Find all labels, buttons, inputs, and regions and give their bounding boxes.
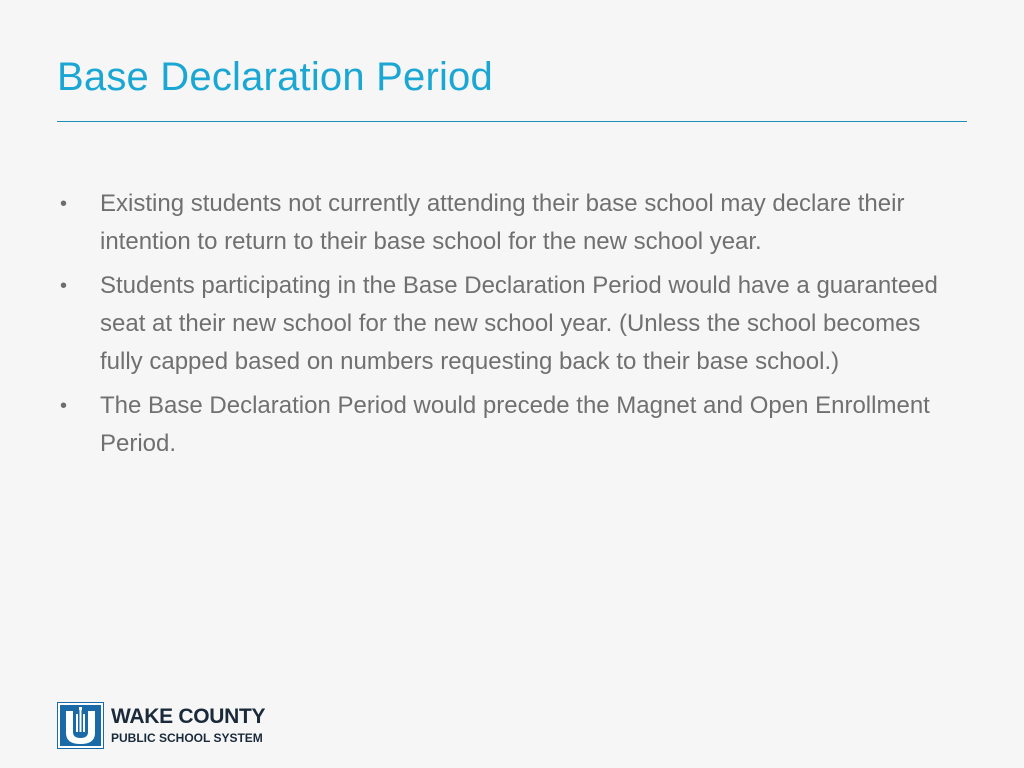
slide-title: Base Declaration Period bbox=[57, 55, 493, 99]
school-building-icon bbox=[57, 702, 104, 749]
bullet-text: Existing students not currently attending their base school may declare their intention to return to their base school for the new school year. bbox=[100, 190, 905, 255]
bullet-item bbox=[60, 267, 950, 381]
bullet-text: The Base Declaration Period would precede the Magnet and Open Enrollment Period. bbox=[100, 392, 930, 457]
bullet-icon: • bbox=[60, 395, 68, 417]
logo-text-secondary: PUBLIC SCHOOL SYSTEM bbox=[111, 731, 263, 745]
bullet-icon: • bbox=[60, 275, 68, 297]
bullet-icon: • bbox=[60, 193, 68, 215]
title-divider bbox=[57, 121, 967, 122]
logo-text-primary: WAKE COUNTY bbox=[111, 705, 266, 728]
bullet-list bbox=[60, 185, 950, 469]
bullet-text: Students participating in the Base Declaration Period would have a guaranteed seat at their new school for the new school year. (Unless the school becomes fully capped based on numbers requesting back to their base school.) bbox=[100, 272, 938, 375]
bullet-item bbox=[60, 387, 950, 463]
bullet-item bbox=[60, 185, 950, 261]
wcpss-logo bbox=[57, 702, 297, 750]
